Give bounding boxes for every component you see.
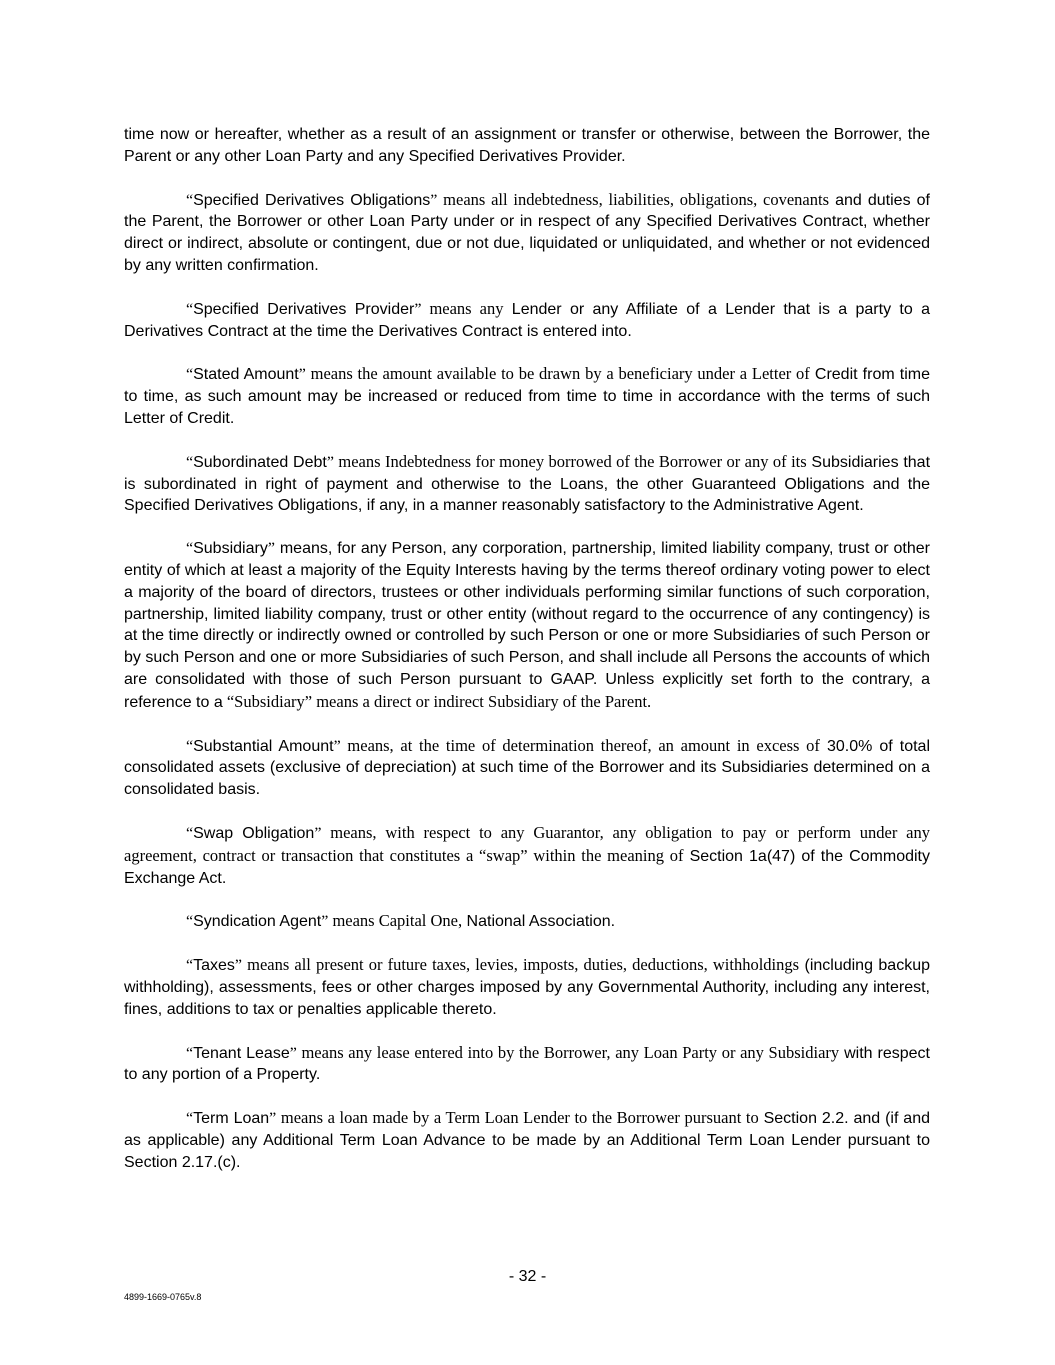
defined-term: Subordinated Debt bbox=[193, 453, 327, 471]
definition-subsidiary: “Subsidiary” means, for any Person, any corporation, partnership, limited liability company, trust or other entity of which at least a majority of the Equity Interests having by the terms thereof ordinary voting power to elect a majority of the board of directors, trustees or other individuals performing similar functions of such corporation, partnership, limited liability company, trust or other entity (without regard to the occurrence of any contingency) is at the time directly or indirectly owned or controlled by such Person or one or more Subsidiaries of such Person or by such Person and one or more Subsidiaries of such Person, and shall include all Persons the accounts of which are consolidated with those of such Person pursuant to GAAP. Unless explicitly set forth to the contrary, a reference to a “Subsidiary” means a direct or indirect Subsidiary of the Parent. bbox=[124, 540, 930, 711]
definition-text: means Capital One, bbox=[328, 911, 463, 931]
definition-specified-derivatives-obligations: “Specified Derivatives Obligations” means all indebtedness, liabilities, obligations, covenants and duties of the Parent, the Borrower or other Loan Party under or in respect of any Specified Derivatives Contract, whether direct or indirect, absolute or contingent, due or not due, liquidated or unliquidated, and whether or not evidenced by any written confirmation. bbox=[124, 189, 931, 274]
definition-stated-amount: “Stated Amount” means the amount available to be drawn by a beneficiary under a Letter of Credit from time to time, as such amount may be increased or reduced from time to time in accordance with the terms of such Letter of Credit. bbox=[124, 364, 931, 427]
defined-term: Term Loan bbox=[193, 1110, 270, 1128]
definition-text: means a loan made by a Term Loan Lender to the Borrower pursuant to bbox=[276, 1108, 759, 1128]
definition-text: Lender or any Affiliate of a Lender that is a party to a Derivatives Contract at the time the Derivatives Contract is entered into. bbox=[124, 300, 931, 340]
definition-text: means all indebtedness, liabilities, obligations, covenants bbox=[437, 189, 829, 209]
definition-text: Subsidiaries that is subordinated in right of payment and otherwise to the Loans, the other Guaranteed Obligations and the Specified Derivatives Obligations, if any, in a manner reasonably satisfactory to the Administrative Agent. bbox=[124, 453, 931, 515]
definition-text: means, with respect to any Guarantor, any obligation to pay or perform under any agreement, contract or transaction that constitutes a “swap” within the meaning of bbox=[124, 822, 930, 865]
definition-subordinated-debt: “Subordinated Debt” means Indebtedness for money borrowed of the Borrower or any of its Subsidiaries that is subordinated in right of payment and otherwise to the Loans, the other Guaranteed Obligations and the Specified Derivatives Obligations, if any, in a manner reasonably satisfactory to the Administrative Agent. bbox=[124, 451, 931, 515]
defined-term: Subsidiary bbox=[193, 540, 268, 558]
definition-text: 30.0% of total consolidated assets (exclusive of depreciation) at such time of the Borrower and its Subsidiaries determined on a consolidated basis. bbox=[124, 737, 930, 799]
definition-text: Section 1a(47) of the Commodity Exchange Act. bbox=[124, 847, 930, 887]
definition-syndication-agent: “Syndication Agent” means Capital One, National Association. bbox=[186, 911, 616, 931]
definition-text: means Indebtedness for money borrowed of the Borrower or any of its bbox=[333, 451, 807, 471]
definition-term-loan: “Term Loan” means a loan made by a Term Loan Lender to the Borrower pursuant to Section 2.2. and (if and as applicable) any Additional Term Loan Advance to be made by an Additional Term Loan Lender pursuant to Section 2.17.(c). bbox=[124, 1108, 931, 1171]
definition-text: “Subsidiary” means a direct or indirect Subsidiary of the Parent. bbox=[222, 691, 652, 711]
document-page bbox=[124, 124, 930, 1194]
page-number: - 32 - bbox=[508, 1268, 547, 1285]
definition-text: (including backup withholding), assessments, fees or other charges imposed by any Governmental Authority, including any interest, fines, additions to tax or penalties applicable thereto. bbox=[124, 957, 930, 1018]
definition-text: means all present or future taxes, levies, imposts, duties, deductions, withholdings bbox=[242, 955, 800, 975]
continuation-paragraph: time now or hereafter, whether as a result of an assignment or transfer or otherwise, between the Borrower, the Parent or any other Loan Party and any Specified Derivatives Provider. bbox=[124, 126, 930, 165]
defined-term: Taxes bbox=[193, 957, 235, 975]
definition-text: and duties of the Parent, the Borrower or other Loan Party under or in respect of any Specified Derivatives Contract, whether direct or indirect, absolute or contingent, due or not due, liquidated or unliquidated, and whether or not evidenced by any written confirmation. bbox=[124, 191, 931, 274]
defined-term: Swap Obligation bbox=[193, 824, 315, 842]
defined-term: Tenant Lease bbox=[193, 1044, 290, 1062]
definition-substantial-amount: “Substantial Amount” means, at the time of determination thereof, an amount in excess of 30.0% of total consolidated assets (exclusive of depreciation) at such time of the Borrower and its Subsidiaries determined on a consolidated basis. bbox=[124, 735, 930, 799]
definition-text: means, at the time of determination thereof, an amount in excess of bbox=[340, 735, 820, 755]
definition-text: means any lease entered into by the Borrower, any Loan Party or any Subsidiary bbox=[296, 1042, 840, 1062]
definition-text: means, for any Person, any corporation, partnership, limited liability company, trust or other entity of which at least a majority of the Equity Interests having by the terms thereof ordinary voting power to elect a majority of the board of directors, trustees or other individuals performing similar functions of such corporation, partnership, limited liability company, trust or other entity (without regard to the occurrence of any contingency) is at the time directly or indirectly owned or controlled by such Person or one or more Subsidiaries of such Person or by such Person and one or more Subsidiaries of such Person, and shall include all Persons the accounts of which are consolidated with those of such Person pursuant to GAAP. Unless explicitly set forth to the contrary, a reference to a bbox=[124, 540, 930, 711]
defined-term: Substantial Amount bbox=[193, 737, 334, 755]
definition-swap-obligation: “Swap Obligation” means, with respect to any Guarantor, any obligation to pay or perform under any agreement, contract or transaction that constitutes a “swap” within the meaning of Section 1a(47) of the Commodity Exchange Act. bbox=[124, 822, 930, 887]
defined-term: Specified Derivatives Obligations bbox=[193, 191, 431, 209]
definition-text: Section 2.2. and (if and as applicable) any Additional Term Loan Advance to be made by an Additional Term Loan Lender pursuant to Section 2.17.(c). bbox=[124, 1110, 931, 1171]
definition-tenant-lease: “Tenant Lease” means any lease entered into by the Borrower, any Loan Party or any Subsidiary with respect to any portion of a Property. bbox=[124, 1042, 931, 1084]
definition-text: National Association. bbox=[462, 913, 616, 931]
definition-text: Credit from time to time, as such amount may be increased or reduced from time to time in accordance with the terms of such Letter of Credit. bbox=[124, 366, 931, 427]
definition-text: means the amount available to be drawn by a beneficiary under a Letter of bbox=[305, 364, 810, 384]
definition-text: means any bbox=[421, 298, 504, 318]
defined-term: Syndication Agent bbox=[193, 913, 322, 931]
definition-specified-derivatives-provider: “Specified Derivatives Provider” means any Lender or any Affiliate of a Lender that is a party to a Derivatives Contract at the time the Derivatives Contract is entered into. bbox=[124, 298, 931, 340]
document-id: 4899-1669-0765v.8 bbox=[124, 1292, 202, 1302]
definition-taxes: “Taxes” means all present or future taxes, levies, imposts, duties, deductions, withholdings (including backup withholding), assessments, fees or other charges imposed by any Governmental Authority, including any interest, fines, additions to tax or penalties applicable thereto. bbox=[124, 955, 930, 1018]
defined-term: Stated Amount bbox=[193, 366, 299, 384]
defined-term: Specified Derivatives Provider bbox=[193, 300, 415, 318]
definition-text: with respect to any portion of a Property. bbox=[124, 1044, 931, 1084]
